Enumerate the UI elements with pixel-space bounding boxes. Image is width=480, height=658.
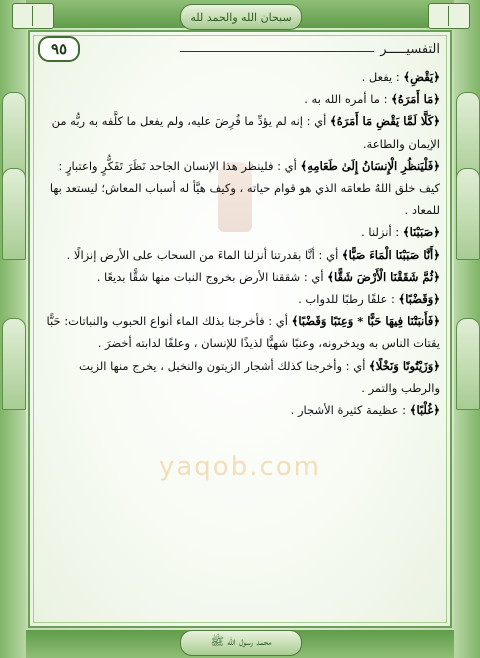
tafsir-text bbox=[44, 66, 440, 421]
page-number-badge bbox=[38, 36, 80, 62]
tafsir-entry bbox=[44, 288, 440, 310]
top-cartouche-text: سبحان الله والحمد لله bbox=[190, 10, 292, 24]
tafsir-entry bbox=[44, 355, 440, 399]
quran-verse: ﴿فَلْيَنظُرِ الْإِنسَانُ إِلَىٰ طَعَامِهِ﴾ bbox=[300, 158, 440, 173]
quran-verse: ﴿فَأَنبَتْنَا فِيهَا حَبًّا * وَعِنَبًا وَقَضْبًا﴾ bbox=[291, 314, 440, 329]
tafsir-entry bbox=[44, 221, 440, 243]
tafsir-entry bbox=[44, 266, 440, 288]
side-calligraphy-panel bbox=[456, 168, 480, 260]
quran-verse: ﴿صَبَبْنَا﴾ bbox=[402, 225, 440, 240]
running-header bbox=[180, 38, 440, 60]
quran-verse: ﴿غُلْبًا﴾ bbox=[409, 403, 440, 418]
explanation: : ما أمره الله به . bbox=[304, 92, 392, 107]
open-book-ornament-icon bbox=[428, 3, 470, 29]
quran-verse: ﴿يَقْضِ﴾ bbox=[403, 70, 440, 84]
quran-verse: ﴿وَقَضْبًا﴾ bbox=[398, 292, 440, 307]
explanation: : علفًا رطبًا للدواب . bbox=[298, 292, 399, 307]
explanation: أي : فأخرجنا بذلك الماء أنواع الحبوب والنباتات: حَبًّا يقتات الناس به ويدخرونه، وعنبًا شهيًّا لذيذًا للإنسان ، وعلفًا لدابته أخضرَ . bbox=[46, 314, 440, 351]
bottom-calligraphy-cartouche bbox=[180, 630, 302, 656]
side-calligraphy-panel bbox=[456, 318, 480, 410]
explanation: : يفعل . bbox=[361, 70, 404, 84]
explanation: أي : وأخرجنا كذلك أشجار الزيتون والنخيل ، يخرج منها الزيت والرطب والتمر . bbox=[78, 358, 440, 395]
explanation: : عظيمة كثيرة الأشجار . bbox=[290, 403, 410, 418]
page-number: ٩٥ bbox=[50, 40, 68, 58]
header-rule bbox=[180, 51, 374, 52]
tafsir-entry bbox=[44, 399, 440, 421]
explanation: أي : فلينظر هذا الإنسان الجاحد نَظَرَ تَفَكُّرٍ واعتبارٍ : كيف خلق اللهُ طعامَه الذي هو قوام حياته ، وكيف هيَّأ له أسباب المعاش؛ ليستعد بها للمعاد . bbox=[49, 158, 440, 218]
page-content-area bbox=[28, 30, 452, 628]
side-calligraphy-panel bbox=[2, 318, 26, 410]
top-calligraphy-cartouche bbox=[180, 4, 302, 30]
tafsir-entry bbox=[44, 155, 440, 222]
quran-verse: ﴿مَا أَمَرَهُ﴾ bbox=[391, 92, 440, 107]
explanation: أي : شققنا الأرض بخروج النبات منها شقًّا بديعًا . bbox=[96, 269, 328, 284]
quran-verse: ﴿أَنَّا صَبَبْنَا الْمَاءَ صَبًّا﴾ bbox=[341, 247, 440, 262]
tafsir-entry bbox=[44, 244, 440, 266]
watermark-text: yaqob.com bbox=[158, 452, 322, 482]
tafsir-entry bbox=[44, 66, 440, 88]
side-calligraphy-panel bbox=[2, 168, 26, 260]
open-book-ornament-icon bbox=[12, 3, 54, 29]
tafsir-entry bbox=[44, 110, 440, 154]
running-title: التفسيـــــر bbox=[380, 41, 440, 57]
explanation: : أنزلنا . bbox=[361, 225, 403, 240]
quran-verse: ﴿وَزَيْتُونًا وَنَخْلًا﴾ bbox=[369, 358, 440, 373]
bottom-cartouche-text: محمد رسول الله ﷺ bbox=[210, 635, 272, 648]
tafsir-entry bbox=[44, 310, 440, 354]
quran-verse: ﴿كَلَّا لَمَّا يَقْضِ مَا أَمَرَهُ﴾ bbox=[330, 114, 440, 129]
quran-verse: ﴿ثُمَّ شَقَقْنَا الْأَرْضَ شَقًّا﴾ bbox=[327, 269, 440, 284]
explanation: أي : إنه لم يؤدِّ ما فُرِضَ عليه، ولم يفعل ما كلَّفه به ربُّه من الإيمان والطاعة. bbox=[51, 114, 440, 151]
tafsir-entry bbox=[44, 88, 440, 110]
explanation: أي : أنَّا بقدرتنا أنزلنا الماءَ من السحاب على الأرض إنزالًا . bbox=[66, 247, 342, 262]
